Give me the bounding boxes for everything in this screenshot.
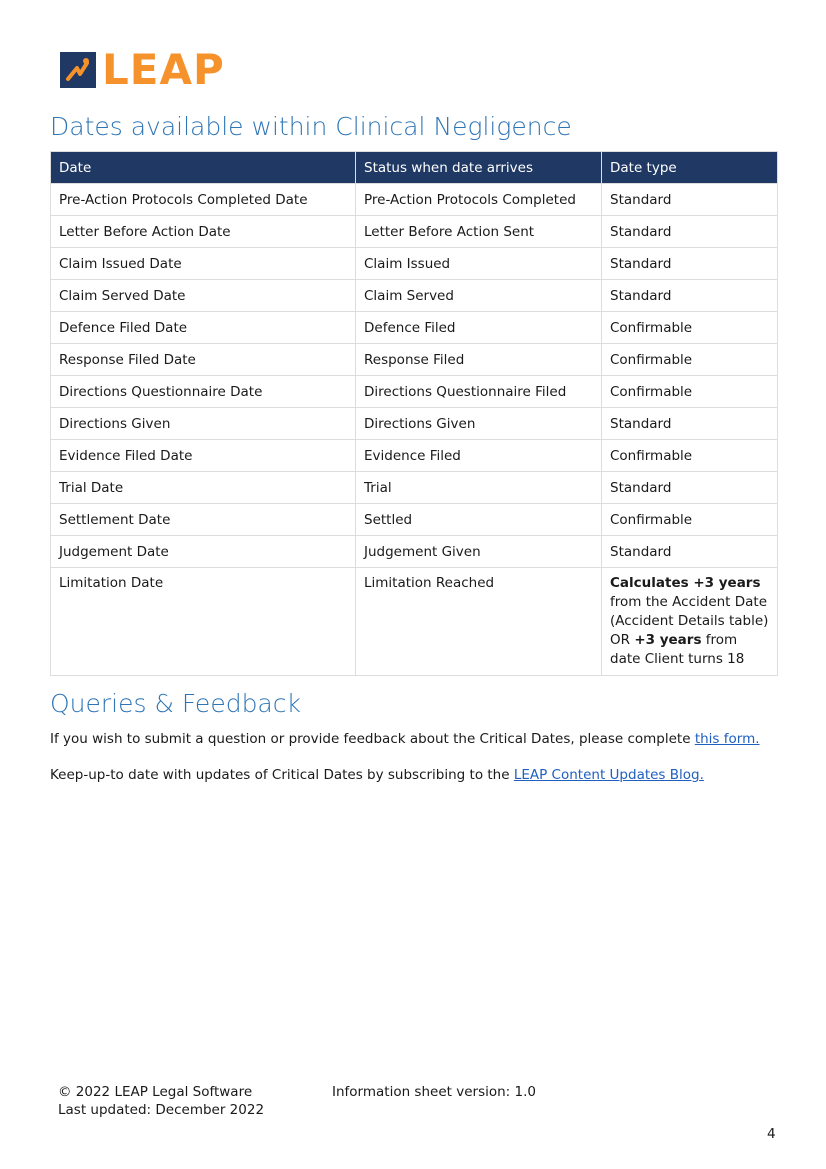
table-cell: Trial Date: [51, 472, 356, 504]
table-row: [51, 376, 778, 408]
column-header-status: Status when date arrives: [356, 152, 602, 184]
table-cell: Settlement Date: [51, 504, 356, 536]
table-cell: Standard: [602, 536, 778, 568]
table-cell: Letter Before Action Sent: [356, 216, 602, 248]
plain-text: from the Accident Date (Accident Details table) OR: [610, 594, 769, 648]
table-cell: Response Filed: [356, 344, 602, 376]
table-row: [51, 312, 778, 344]
leap-runner-icon: [60, 52, 96, 88]
table-cell: Judgement Date: [51, 536, 356, 568]
blog-link[interactable]: LEAP Content Updates Blog.: [513, 767, 704, 783]
table-row: [51, 216, 778, 248]
section-title-queries: Queries & Feedback: [50, 689, 301, 718]
table-cell: Limitation Date: [51, 568, 356, 676]
table-cell: Limitation Reached: [356, 568, 602, 676]
column-header-date: Date: [51, 152, 356, 184]
table-cell: Claim Issued: [356, 248, 602, 280]
table-cell: Directions Given: [51, 408, 356, 440]
paragraph-text: If you wish to submit a question or provide feedback about the Critical Dates, please complete: [50, 731, 691, 747]
bold-text: +3 years: [634, 632, 702, 648]
leap-logo: [60, 45, 225, 94]
table-cell: Letter Before Action Date: [51, 216, 356, 248]
feedback-form-link[interactable]: this form.: [694, 731, 760, 747]
table-cell: Evidence Filed: [356, 440, 602, 472]
table-cell: Claim Served: [356, 280, 602, 312]
footer-left: [58, 1083, 264, 1119]
table-cell: Pre-Action Protocols Completed Date: [51, 184, 356, 216]
table-cell: Standard: [602, 472, 778, 504]
table-row: [51, 248, 778, 280]
version-text: Information sheet version: 1.0: [332, 1084, 536, 1100]
table-row: [51, 184, 778, 216]
section-title-dates: Dates available within Clinical Negligence: [50, 112, 572, 141]
table-cell: Directions Given: [356, 408, 602, 440]
table-row: [51, 344, 778, 376]
table-cell: Standard: [602, 408, 778, 440]
table-cell: Standard: [602, 216, 778, 248]
table-cell: Confirmable: [602, 312, 778, 344]
table-row: [51, 472, 778, 504]
last-updated-text: Last updated: December 2022: [58, 1102, 265, 1118]
paragraph-text: Keep-up-to date with updates of Critical Dates by subscribing to the: [50, 767, 510, 783]
column-header-type: Date type: [602, 152, 778, 184]
table-row: [51, 408, 778, 440]
table-cell: Claim Served Date: [51, 280, 356, 312]
table-cell: Claim Issued Date: [51, 248, 356, 280]
table-row: [51, 568, 778, 676]
logo-wordmark: LEAP: [102, 45, 225, 94]
table-cell: [602, 568, 778, 676]
table-cell: Directions Questionnaire Filed: [356, 376, 602, 408]
table-cell: Evidence Filed Date: [51, 440, 356, 472]
table-cell: Confirmable: [602, 504, 778, 536]
table-cell: Standard: [602, 248, 778, 280]
table-row: [51, 536, 778, 568]
table-cell: Standard: [602, 184, 778, 216]
table-row: [51, 504, 778, 536]
table-header-row: [51, 152, 778, 184]
page-number: 4: [767, 1126, 776, 1142]
table-cell: Response Filed Date: [51, 344, 356, 376]
table-cell: Judgement Given: [356, 536, 602, 568]
plain-text: from date Client turns 18: [610, 632, 745, 667]
table-cell: Defence Filed Date: [51, 312, 356, 344]
table-cell: Confirmable: [602, 344, 778, 376]
table-cell: Defence Filed: [356, 312, 602, 344]
table-cell: Standard: [602, 280, 778, 312]
feedback-paragraph: [50, 731, 760, 747]
table-cell: Directions Questionnaire Date: [51, 376, 356, 408]
table-cell: Confirmable: [602, 440, 778, 472]
table-cell: Confirmable: [602, 376, 778, 408]
table-cell: Trial: [356, 472, 602, 504]
bold-text: Calculates +3 years: [610, 575, 761, 591]
dates-table: [50, 151, 778, 676]
subscribe-paragraph: [50, 767, 704, 783]
table-row: [51, 440, 778, 472]
copyright-text: © 2022 LEAP Legal Software: [58, 1084, 253, 1100]
table-cell: Pre-Action Protocols Completed: [356, 184, 602, 216]
table-row: [51, 280, 778, 312]
table-cell: Settled: [356, 504, 602, 536]
